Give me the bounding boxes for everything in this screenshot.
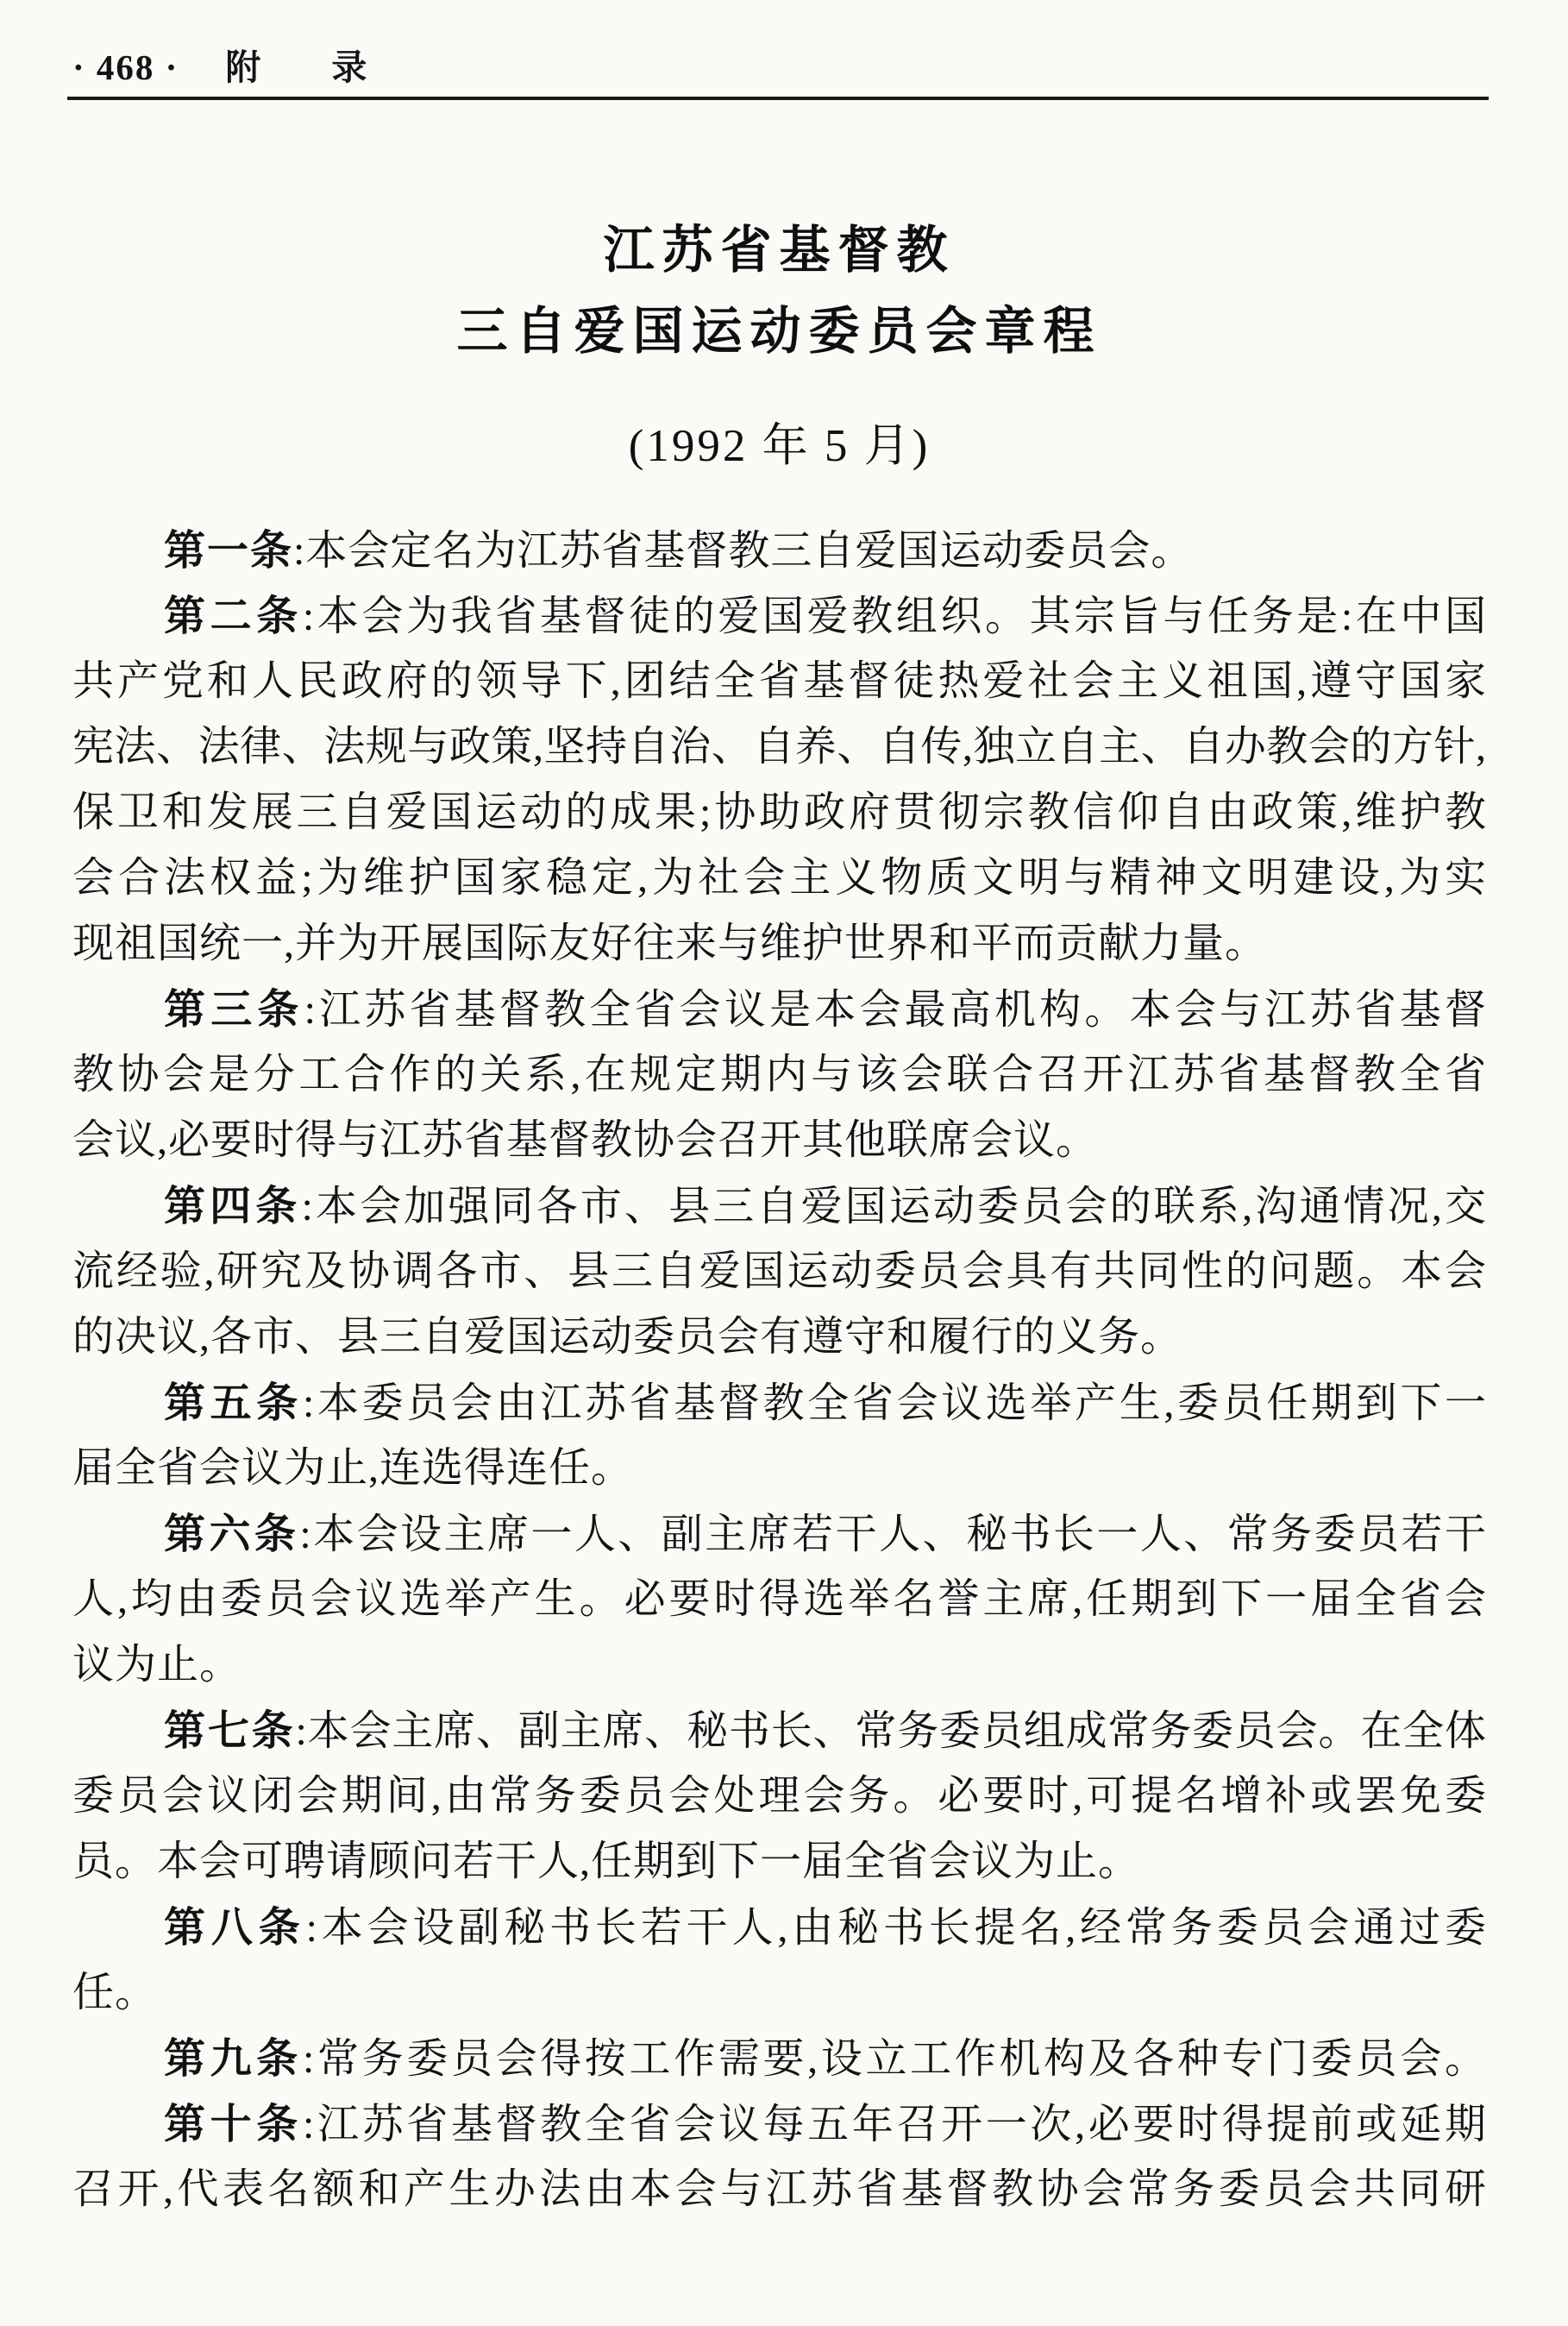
text-line: 员。本会可聘请顾问若干人,任期到下一届全省会议为止。 bbox=[72, 1839, 1141, 1884]
text-line: 会合法权益;为维护国家稳定,为社会主义物质文明与精神文明建设,为实 bbox=[72, 855, 1486, 901]
text-line: 教协会是分工合作的关系,在规定期内与该会联合召开江苏省基督教全省 bbox=[72, 1052, 1486, 1097]
text-line: 第八条:本会设副秘书长若干人,由秘书长提名,经常务委员会通过委 bbox=[164, 1903, 1486, 1952]
article-label: 第五条 bbox=[164, 1379, 303, 1427]
text-line: 第六条:本会设主席一人、副主席若干人、秘书长一人、常务委员若干 bbox=[164, 1510, 1486, 1558]
text-line: 召开,代表名额和产生办法由本会与江苏省基督教协会常务委员会共同研 bbox=[72, 2166, 1486, 2212]
text-line: 现祖国统一,并为开展国际友好往来与维护世界和平而贡献力量。 bbox=[72, 921, 1268, 966]
text-line: 委员会议闭会期间,由常务委员会处理会务。必要时,可提名增补或罢免委 bbox=[72, 1773, 1486, 1819]
text-line: 保卫和发展三自爱国运动的成果;协助政府贯彻宗教信仰自由政策,维护教 bbox=[72, 789, 1486, 835]
article-label: 第十条 bbox=[164, 2100, 303, 2148]
text-line: 第五条:本委员会由江苏省基督教全省会议选举产生,委员任期到下一 bbox=[164, 1379, 1486, 1427]
text-line: 会议,必要时得与江苏省基督教协会召开其他联席会议。 bbox=[72, 1117, 1099, 1163]
header-rule bbox=[67, 97, 1489, 100]
text-line: 任。 bbox=[72, 1970, 158, 2015]
text-line: 第二条:本会为我省基督徒的爱国爱教组织。其宗旨与任务是:在中国 bbox=[164, 592, 1486, 640]
text-line: 第九条:常务委员会得按工作需要,设立工作机构及各种专门委员会。 bbox=[164, 2034, 1486, 2083]
article-label: 第二条 bbox=[164, 592, 303, 640]
text-line: 第一条:本会定名为江苏省基督教三自爱国运动委员会。 bbox=[164, 526, 1194, 575]
text-line: 第七条:本会主席、副主席、秘书长、常务委员组成常务委员会。在全体 bbox=[164, 1707, 1486, 1755]
article-label: 第七条 bbox=[164, 1707, 296, 1755]
text-line: 第十条:江苏省基督教全省会议每五年召开一次,必要时得提前或延期 bbox=[164, 2100, 1486, 2148]
article-list bbox=[72, 518, 1486, 2222]
text-line: 议为止。 bbox=[72, 1642, 242, 1688]
text-line: 届全省会议为止,连选得连任。 bbox=[72, 1445, 634, 1491]
text-line: 第三条:江苏省基督教全省会议是本会最高机构。本会与江苏省基督 bbox=[164, 985, 1486, 1034]
article-label: 第四条 bbox=[164, 1182, 302, 1230]
document-date: (1992 年 5 月) bbox=[628, 421, 931, 471]
text-line: 人,均由委员会议选举产生。必要时得选举名誉主席,任期到下一届全省会 bbox=[72, 1576, 1486, 1622]
article-label: 第六条 bbox=[164, 1510, 300, 1558]
text-line: 宪法、法律、法规与政策,坚持自治、自养、自传,独立自主、自办教会的方针, bbox=[72, 724, 1486, 770]
document-title-line1: 江苏省基督教 bbox=[603, 220, 956, 280]
article-label: 第一条 bbox=[164, 526, 294, 575]
article-label: 第八条 bbox=[164, 1903, 306, 1952]
section-title: 附 录 bbox=[225, 47, 367, 88]
page-number: · 468 · bbox=[72, 47, 179, 87]
text-line: 的决议,各市、县三自爱国运动委员会有遵守和履行的义务。 bbox=[72, 1314, 1183, 1360]
text-line: 共产党和人民政府的领导下,团结全省基督徒热爱社会主义祖国,遵守国家 bbox=[72, 658, 1486, 704]
text-line: 流经验,研究及协调各市、县三自爱国运动委员会具有共同性的问题。本会 bbox=[72, 1248, 1486, 1294]
article-label: 第九条 bbox=[164, 2034, 303, 2083]
running-head bbox=[72, 45, 1486, 90]
document-title-line2: 三自爱国运动委员会章程 bbox=[456, 301, 1102, 361]
text-line: 第四条:本会加强同各市、县三自爱国运动委员会的联系,沟通情况,交 bbox=[164, 1182, 1486, 1230]
article-label: 第三条 bbox=[164, 985, 304, 1034]
